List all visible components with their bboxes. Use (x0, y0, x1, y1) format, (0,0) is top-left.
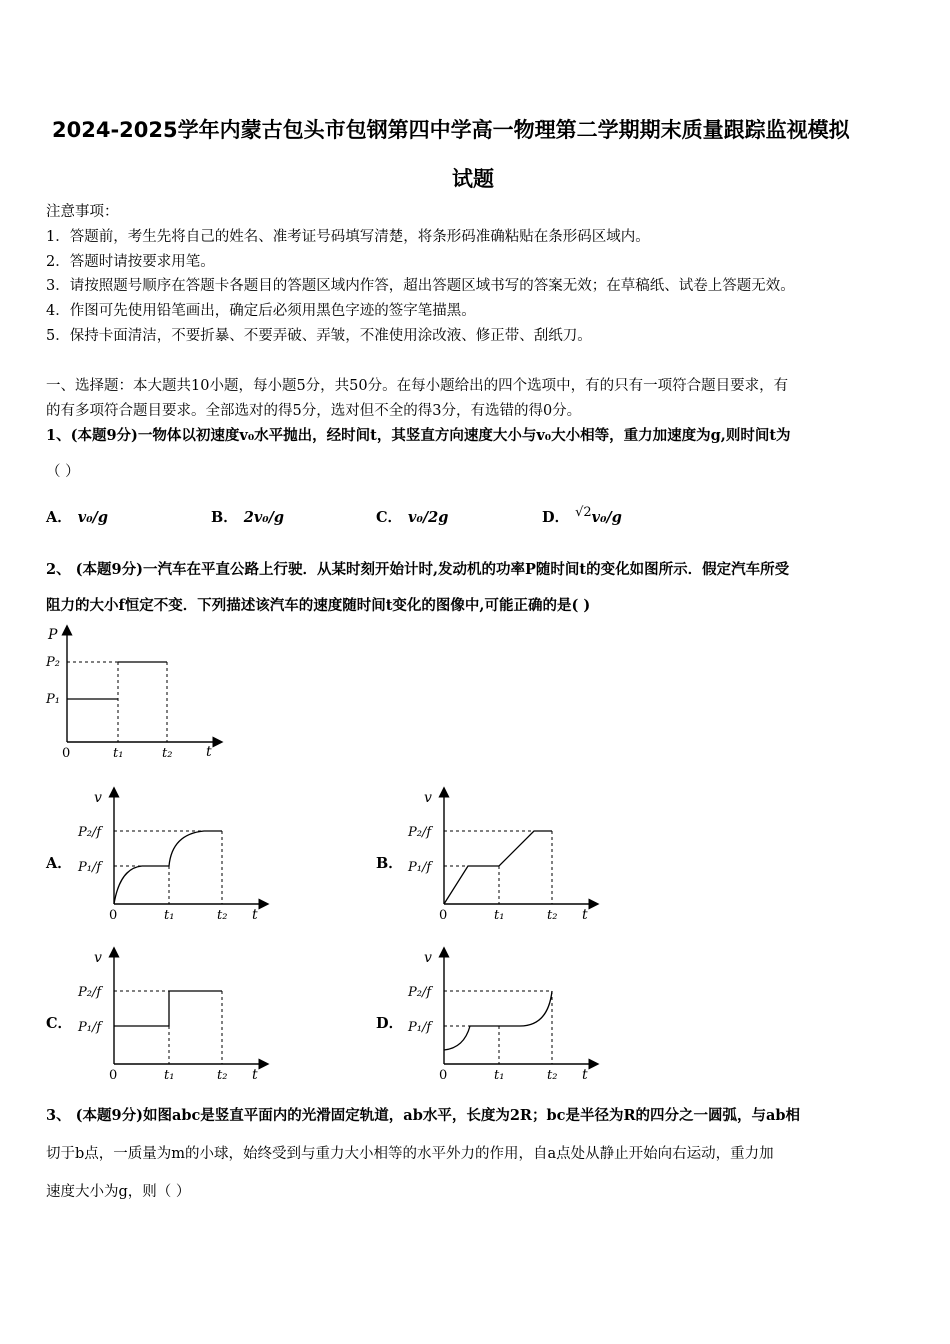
q2-option-d-graph (402, 942, 602, 1087)
question-3-text: 3、 (本题9分)如图abc是竖直平面内的光滑固定轨道，ab水平，长度为2R；bc是半径为R的四分之一圆弧，与ab相 (46, 1107, 801, 1124)
q2-option-c-graph (72, 942, 272, 1087)
graph-label: 0 (109, 908, 118, 923)
q1-option-a: A． v₀/g (46, 509, 108, 526)
notice-heading: 注意事项： (46, 204, 119, 220)
graph-label: t₂ (547, 908, 558, 923)
q1-option-d: D． √2v₀/g (542, 505, 622, 526)
p1-label: P₁ (46, 692, 60, 707)
graph-label: P₁/f (78, 860, 102, 875)
graph-label: P₂/f (408, 985, 432, 1000)
graph-label: 0 (439, 1068, 448, 1083)
x-axis-label: t (206, 744, 212, 760)
graph-label: P₂/f (78, 985, 102, 1000)
question-3-text-line3: 速度大小为g，则（ ） (46, 1184, 191, 1200)
notice-item: 5．保持卡面清洁，不要折暴、不要弄破、弄皱，不准使用涂改液、修正带、刮纸刀。 (46, 328, 592, 344)
q2-option-c-label: C． (46, 1015, 73, 1032)
p2-label: P₂ (46, 655, 60, 670)
graph-label: v (424, 950, 432, 966)
page-title-line2: 试题 (452, 167, 494, 191)
graph-label: v (424, 790, 432, 806)
graph-label: 0 (109, 1068, 118, 1083)
graph-label: P₂/f (78, 825, 102, 840)
velocity-curve (114, 991, 222, 1026)
q2-option-a-label: A． (46, 855, 72, 872)
y-axis-label: P (48, 627, 58, 643)
graph-label: t₁ (494, 908, 505, 923)
origin-label: 0 (62, 746, 71, 761)
q1-option-b: B． 2v₀/g (211, 509, 285, 526)
graph-label: t₂ (217, 1068, 228, 1083)
graph-label: 0 (439, 908, 448, 923)
graph-label: t (582, 1067, 588, 1083)
graph-label: t₁ (494, 1068, 505, 1083)
t2-label: t₂ (162, 746, 173, 761)
graph-label: v (94, 790, 102, 806)
graph-label: P₁/f (78, 1020, 102, 1035)
q2-option-b-graph (402, 782, 602, 927)
velocity-curve (114, 831, 222, 904)
graph-label: t₂ (547, 1068, 558, 1083)
graph-label: P₁/f (408, 860, 432, 875)
q2-option-d-label: D． (376, 1015, 404, 1032)
graph-label: t₁ (164, 908, 175, 923)
graph-label: P₁/f (408, 1020, 432, 1035)
q2-option-a-graph (72, 782, 272, 927)
q1-option-c: C． v₀/2g (376, 509, 449, 526)
question-1-text: 1、(本题9分)一物体以初速度v₀水平抛出，经时间t，其竖直方向速度大小与v₀大小相等，重力加速度为g,则时间t为 (46, 427, 791, 444)
t1-label: t₁ (113, 746, 124, 761)
notice-item: 2．答题时请按要求用笔。 (46, 254, 215, 270)
question-1-bracket: （ ） (46, 464, 80, 480)
graph-label: P₂/f (408, 825, 432, 840)
q2-option-b-label: B． (376, 855, 403, 872)
question-2-text-line2: 阻力的大小f恒定不变．下列描述该汽车的速度随时间t变化的图像中,可能正确的是( ) (46, 597, 591, 614)
velocity-curve (444, 831, 552, 904)
graph-label: t₂ (217, 908, 228, 923)
notice-item: 1．答题前，考生先将自己的姓名、准考证号码填写清楚，将条形码准确粘贴在条形码区域内。 (46, 229, 650, 245)
graph-label: v (94, 950, 102, 966)
power-time-graph (40, 622, 225, 762)
graph-label: t (252, 907, 258, 923)
section-intro: 一、选择题：本大题共10小题，每小题5分，共50分。在每小题给出的四个选项中，有的只有一项符合题目要求，有 (46, 378, 789, 394)
section-intro: 的有多项符合题目要求。全部选对的得5分，选对但不全的得3分，有选错的得0分。 (46, 403, 582, 419)
question-3-text-line2: 切于b点，一质量为m的小球，始终受到与重力大小相等的水平外力的作用，自a点处从静止开始向右运动，重力加 (46, 1146, 774, 1162)
page-title: 2024-2025学年内蒙古包头市包钢第四中学高一物理第二学期期末质量跟踪监视模拟 (52, 118, 850, 142)
notice-item: 4．作图可先使用铅笔画出，确定后必须用黑色字迹的签字笔描黑。 (46, 303, 476, 319)
graph-label: t (252, 1067, 258, 1083)
graph-label: t₁ (164, 1068, 175, 1083)
graph-label: t (582, 907, 588, 923)
question-2-text: 2、 (本题9分)一汽车在平直公路上行驶．从某时刻开始计时,发动机的功率P随时间t的变化如图所示．假定汽车所受 (46, 561, 790, 578)
notice-item: 3．请按照题号顺序在答题卡各题目的答题区域内作答，超出答题区域书写的答案无效；在草稿纸、试卷上答题无效。 (46, 278, 795, 294)
velocity-curve (444, 991, 552, 1050)
